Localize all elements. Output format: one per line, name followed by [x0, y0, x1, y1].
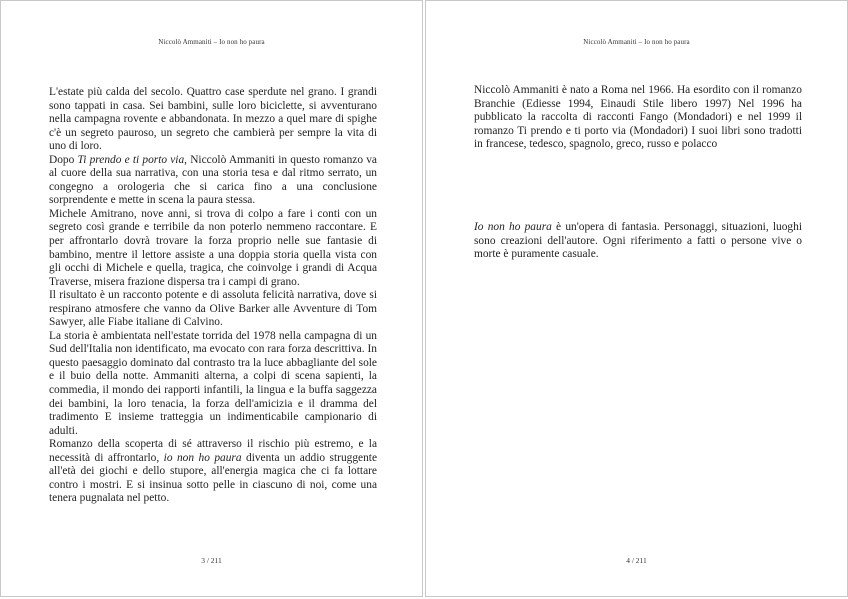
- paragraph: Michele Amitrano, nove anni, si trova di colpo a fare i conti con un segreto così grande e terribile da non poterlo nemmeno raccontare. E per affrontarlo dovrà trovare la forza proprio nelle sue fantasie di bambino, mentre il lettore assiste a una doppia storia quella vista con gli occhi di Michele e quella, tragica, che coinvolge i grandi di Acqua Traverse, misera frazione dispersa tra i campi di grano.: [49, 207, 377, 288]
- running-head: Niccolò Ammaniti – Io non ho paura: [158, 38, 265, 46]
- paragraph: L'estate più calda del secolo. Quattro case sperdute nel grano. I grandi sono tappati in casa. Sei bambini, sulle loro biciclette, si avventurano nella campagna rovente e abbandonata. In mezzo a quel mare di spighe c'è un segreto pauroso, un segreto che cambierà per sempre la vita di uno di loro.: [49, 86, 377, 153]
- right-page: [425, 0, 848, 597]
- paragraph: Dopo Ti prendo e ti porto via, Niccolò Ammaniti in questo romanzo va al cuore della sua narrativa, con una storia tesa e dal ritmo serrato, un congegno a orologeria che si carica fino a una conclusione sorprendente e mette in scena la paura stessa.: [49, 153, 377, 207]
- book-title: io non ho paura: [163, 451, 242, 464]
- paragraph: Il risultato è un racconto potente e di assoluta felicità narrativa, dove si respirano atmosfere che vanno da Olive Barker alle Avventure di Tom Sawyer, alle Fiabe italiane di Calvino.: [49, 289, 377, 329]
- author-bio: [474, 84, 802, 152]
- disclaimer: [474, 221, 802, 262]
- paragraph: La storia è ambientata nell'estate torrida del 1978 nella campagna di un Sud dell'Italia non identificato, ma evocato con rara forza descrittiva. In questo paesaggio dominato dal contrasto tra la luce abbagliante del sole e il buio della notte. Ammaniti alterna, a colpi di scena sapienti, la commedia, il mondo dei rapporti infantili, la lingua e la buffa saggezza dei bambini, la loro tenacia, la forza dell'amicizia e il dramma del tradimento E insieme tratteggia un indimenticabile campionario di adulti.: [49, 329, 377, 437]
- paragraph: Io non ho paura è un'opera di fantasia. Personaggi, situazioni, luoghi sono creazioni dell'autore. Ogni riferimento a fatti o persone vive o morte è puramente casuale.: [474, 221, 802, 261]
- page-number: 3 / 211: [201, 556, 222, 565]
- page-number: 4 / 211: [626, 556, 647, 565]
- paragraph: Romanzo della scoperta di sé attraverso il rischio più estremo, e la necessità di affrontarlo, io non ho paura diventa un addio struggente all'età dei giochi e dello stupore, all'energia magica che ci fa lottare contro i mostri. E si insinua sotto pelle in ciascuno di noi, come una tenera pugnalata nel petto.: [49, 438, 378, 505]
- left-page: [0, 0, 423, 597]
- synopsis-text: [49, 86, 377, 506]
- book-title: Ti prendo e ti porto via: [77, 153, 185, 166]
- paragraph: Niccolò Ammaniti è nato a Roma nel 1966. Ha esordito con il romanzo Branchie (Ediesse 1994, Einaudi Stile libero 1997) Nel 1996 ha pubblicato la raccolta di racconti Fango (Mondadori) e nel 1999 il romanzo Ti prendo e ti porto via (Mondadori) I suoi libri sono tradotti in francese, tedesco, spagnolo, greco, russo e polacco: [474, 84, 802, 151]
- running-head: Niccolò Ammaniti – Io non ho paura: [583, 38, 690, 46]
- book-title: Io non ho paura: [474, 221, 552, 233]
